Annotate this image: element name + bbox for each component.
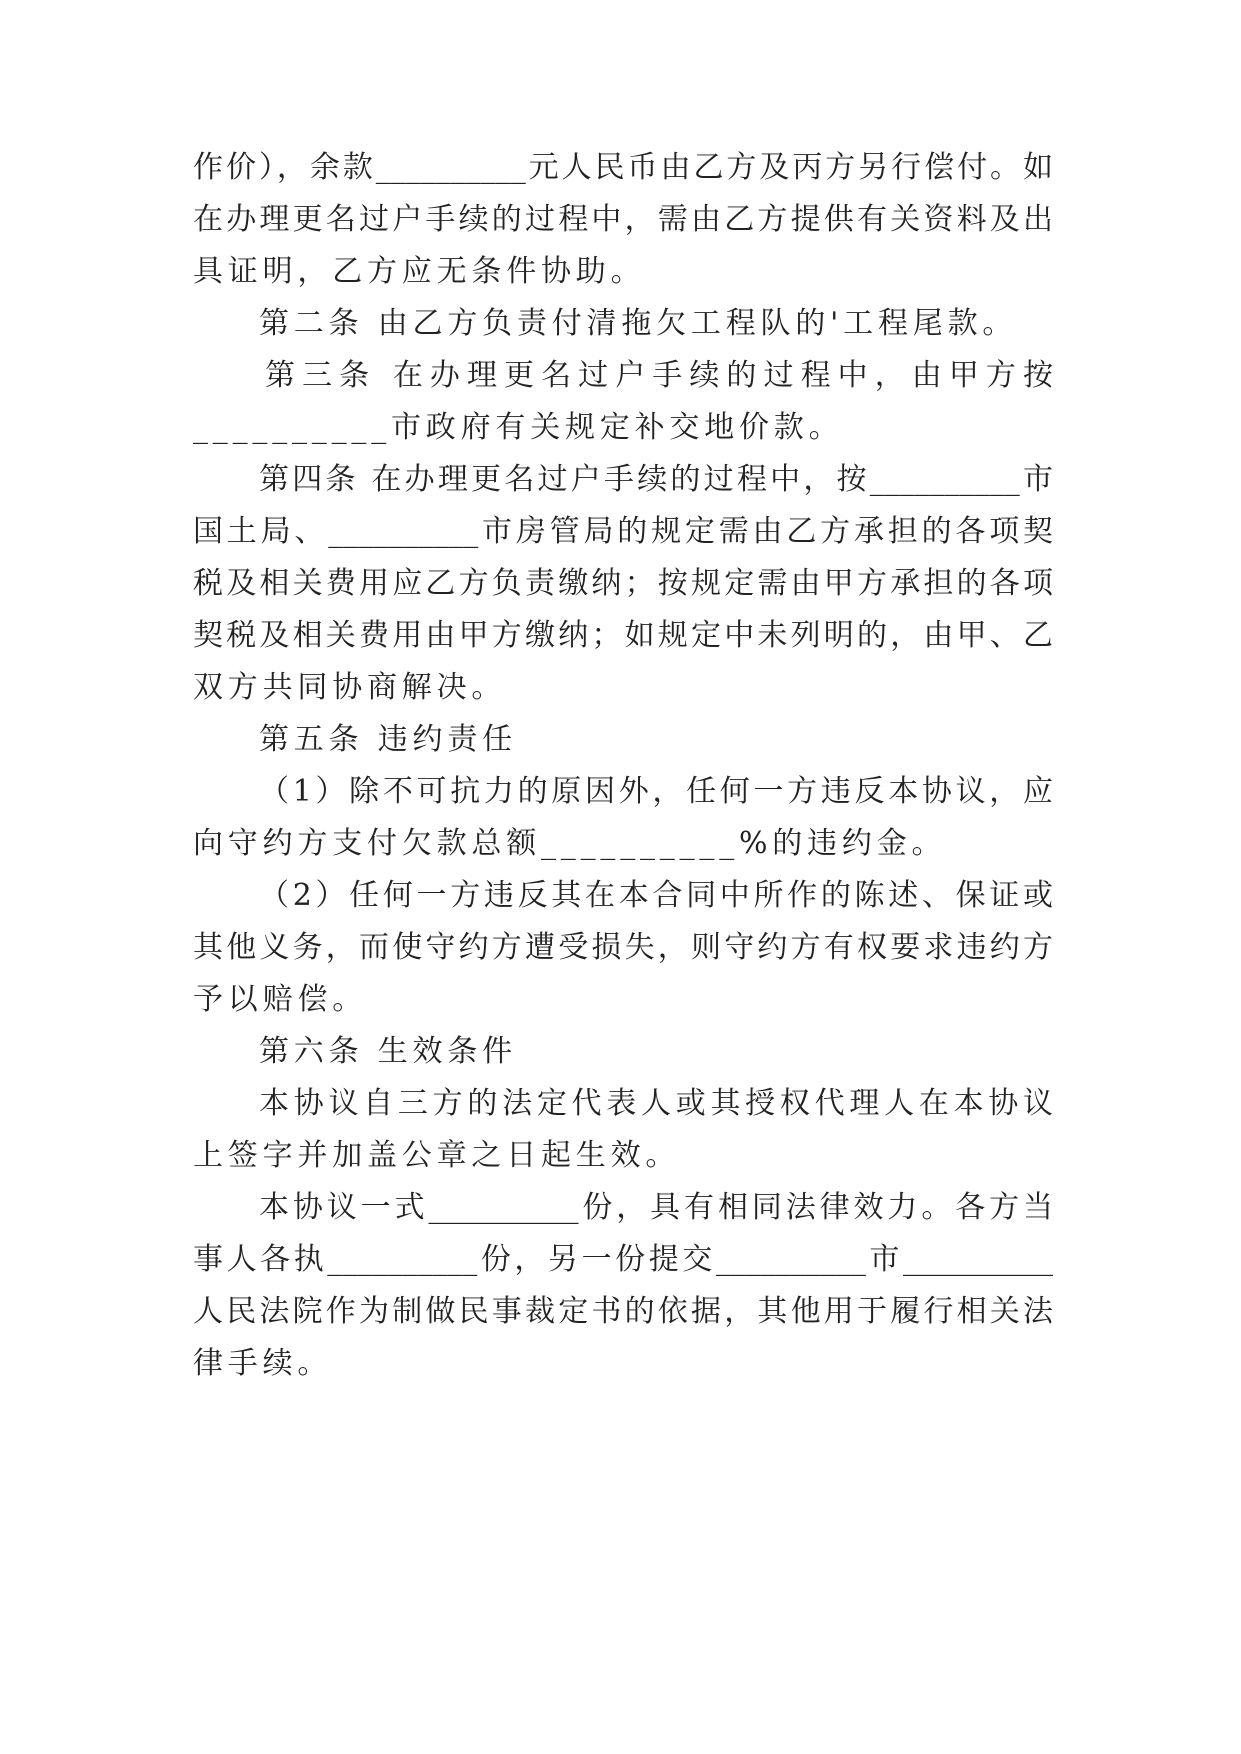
text-line: 在办理更名过户手续的过程中，需由乙方提供有关资料及出 (193, 202, 1053, 237)
article-6-heading: 第六条 生效条件 (259, 1034, 517, 1069)
text-line: 作价），余款__________元人民币由乙方及丙方另行偿付。如 (193, 150, 1053, 185)
text-line: 向守约方支付欠款总额__________%的违约金。 (193, 826, 947, 861)
text-line: 事人各执__________份，另一份提交__________市__________ (193, 1242, 1053, 1277)
article-2-heading: 第二条 由乙方负责付清拖欠工程队的'工程尾款。 (259, 306, 1018, 341)
text-line: 税及相关费用应乙方负责缴纳；按规定需由甲方承担的各项 (193, 566, 1053, 601)
clause-2: （2）任何一方违反其在本合同中所作的陈述、保证或 (259, 878, 1053, 913)
text-line: 律手续。 (193, 1346, 333, 1381)
text-line: 上签字并加盖公章之日起生效。 (193, 1138, 681, 1173)
text-line: 予以赔偿。 (193, 982, 367, 1017)
text-line: 本协议自三方的法定代表人或其授权代理人在本协议 (259, 1086, 1053, 1121)
text-line: __________市政府有关规定补交地价款。 (193, 410, 844, 445)
article-3-heading: 第三条 在办理更名过户手续的过程中，由甲方按 (265, 358, 1053, 393)
text-line: 双方共同协商解决。 (193, 670, 507, 705)
text-line: 国土局、__________市房管局的规定需由乙方承担的各项契 (193, 514, 1053, 549)
text-line: 契税及相关费用由甲方缴纳；如规定中未列明的，由甲、乙 (193, 618, 1053, 653)
text-line: 本协议一式__________份，具有相同法律效力。各方当 (259, 1190, 1053, 1225)
clause-1: （1）除不可抗力的原因外，任何一方违反本协议，应 (259, 774, 1053, 809)
text-line: 人民法院作为制做民事裁定书的依据，其他用于履行相关法 (193, 1294, 1053, 1329)
article-5-heading: 第五条 违约责任 (259, 722, 517, 757)
article-4-heading: 第四条 在办理更名过户手续的过程中，按__________市 (259, 462, 1053, 497)
text-line: 具证明，乙方应无条件协助。 (193, 254, 646, 289)
text-line: 其他义务，而使守约方遭受损失，则守约方有权要求违约方 (193, 930, 1053, 965)
